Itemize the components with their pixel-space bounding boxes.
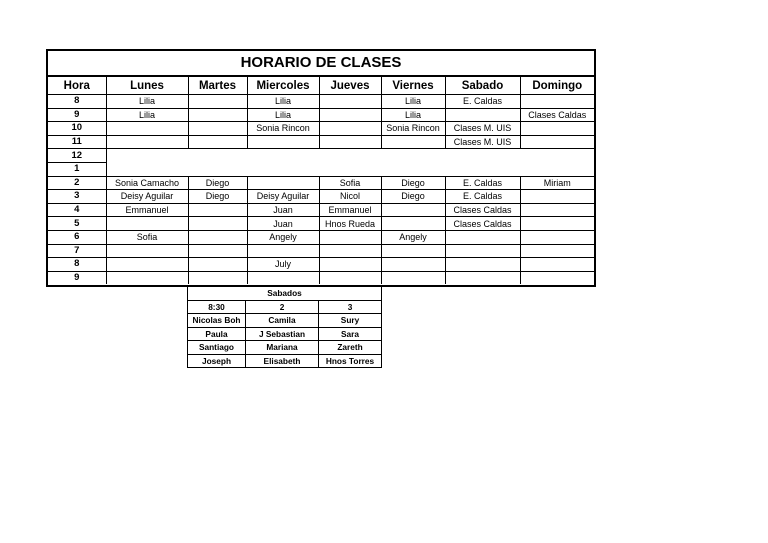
- column-header: Martes: [188, 77, 247, 95]
- schedule-cell: [247, 244, 319, 258]
- schedule-cell: [381, 203, 445, 217]
- schedule-cell: [319, 95, 381, 109]
- schedule-cell: [188, 230, 247, 244]
- saturday-row: [188, 341, 382, 355]
- schedule-cell: [445, 271, 520, 284]
- schedule-cell: Clases M. UIS: [445, 122, 520, 136]
- hour-cell: 4: [48, 203, 106, 217]
- hour-cell: 6: [48, 230, 106, 244]
- schedule-title: HORARIO DE CLASES: [48, 51, 594, 76]
- schedule-cell: [319, 230, 381, 244]
- saturday-cell: Zareth: [319, 341, 382, 355]
- schedule-cell: [445, 258, 520, 272]
- table-row: [48, 95, 594, 109]
- schedule-cell: [247, 271, 319, 284]
- hour-cell: 1: [48, 162, 106, 176]
- schedule-cell: [188, 258, 247, 272]
- schedule-cell: Nicol: [319, 190, 381, 204]
- table-row: [48, 258, 594, 272]
- schedule-cell: [520, 244, 594, 258]
- schedule-cell: Clases Caldas: [445, 217, 520, 231]
- schedule-cell: Miriam: [520, 176, 594, 190]
- schedule-cell: [445, 108, 520, 122]
- saturday-row: [188, 314, 382, 328]
- schedule-cell: Diego: [188, 176, 247, 190]
- column-header: Viernes: [381, 77, 445, 95]
- saturday-cell: Paula: [188, 327, 246, 341]
- schedule-cell: Sonia Camacho: [106, 176, 188, 190]
- saturday-title: Sabados: [188, 287, 382, 301]
- schedule-cell: Diego: [381, 176, 445, 190]
- table-row: [48, 135, 594, 149]
- schedule-cell: [381, 258, 445, 272]
- saturday-cell: Joseph: [188, 354, 246, 368]
- schedule-cell: Lilia: [247, 108, 319, 122]
- table-row: [48, 271, 594, 284]
- schedule-cell: [106, 217, 188, 231]
- schedule-cell: Sofia: [106, 230, 188, 244]
- schedule-cell: [520, 258, 594, 272]
- table-row: [48, 217, 594, 231]
- hour-cell: 9: [48, 108, 106, 122]
- table-row: [48, 203, 594, 217]
- schedule-cell: Deisy Aguilar: [106, 190, 188, 204]
- header-row: [48, 77, 594, 95]
- saturday-cell: Nicolas Boh: [188, 314, 246, 328]
- saturday-cell: Sara: [319, 327, 382, 341]
- schedule-cell: [445, 244, 520, 258]
- schedule-cell: [381, 135, 445, 149]
- schedule-cell: [445, 230, 520, 244]
- column-header: Miercoles: [247, 77, 319, 95]
- schedule-cell: E. Caldas: [445, 190, 520, 204]
- column-header: Lunes: [106, 77, 188, 95]
- schedule-cell: Lilia: [381, 108, 445, 122]
- schedule-cell: [319, 108, 381, 122]
- schedule-cell: Juan: [247, 217, 319, 231]
- saturday-cell: Santiago: [188, 341, 246, 355]
- saturday-row: [188, 327, 382, 341]
- column-header: Hora: [48, 77, 106, 95]
- lunch-break-cell: [106, 149, 594, 176]
- schedule-cell: Sofia: [319, 176, 381, 190]
- schedule-cell: [106, 135, 188, 149]
- column-header: Domingo: [520, 77, 594, 95]
- schedule-cell: [188, 203, 247, 217]
- schedule-cell: [520, 271, 594, 284]
- table-row: [48, 244, 594, 258]
- schedule-cell: Lilia: [247, 95, 319, 109]
- schedule-cell: [520, 230, 594, 244]
- schedule-cell: Clases Caldas: [520, 108, 594, 122]
- schedule-cell: [520, 122, 594, 136]
- schedule-cell: [188, 108, 247, 122]
- column-header: Sabado: [445, 77, 520, 95]
- schedule-cell: Emmanuel: [106, 203, 188, 217]
- hour-cell: 12: [48, 149, 106, 163]
- schedule-table: [46, 49, 596, 287]
- saturday-cell: Elisabeth: [246, 354, 319, 368]
- schedule-cell: [106, 122, 188, 136]
- hour-cell: 8: [48, 258, 106, 272]
- schedule-cell: [520, 203, 594, 217]
- hour-cell: 3: [48, 190, 106, 204]
- schedule-cell: [106, 271, 188, 284]
- schedule-cell: Lilia: [106, 108, 188, 122]
- saturday-cell: Mariana: [246, 341, 319, 355]
- saturday-cell: Sury: [319, 314, 382, 328]
- schedule-cell: [520, 217, 594, 231]
- table-row: [48, 149, 594, 163]
- schedule-cell: Diego: [381, 190, 445, 204]
- schedule-cell: July: [247, 258, 319, 272]
- schedule-cell: [188, 122, 247, 136]
- schedule-cell: [520, 190, 594, 204]
- hour-cell: 7: [48, 244, 106, 258]
- schedule-cell: [188, 217, 247, 231]
- schedule-cell: [188, 244, 247, 258]
- schedule-cell: Lilia: [106, 95, 188, 109]
- schedule-cell: E. Caldas: [445, 176, 520, 190]
- schedule-cell: Angely: [381, 230, 445, 244]
- saturday-cell: Hnos Torres: [319, 354, 382, 368]
- table-row: [48, 122, 594, 136]
- schedule-cell: [381, 217, 445, 231]
- saturday-table: [187, 286, 382, 368]
- schedule-cell: [381, 271, 445, 284]
- schedule-cell: [319, 271, 381, 284]
- hour-cell: 5: [48, 217, 106, 231]
- schedule-cell: Sonia Rincon: [247, 122, 319, 136]
- main-grid: [48, 76, 594, 284]
- schedule-cell: [520, 95, 594, 109]
- schedule-cell: [319, 122, 381, 136]
- hour-cell: 2: [48, 176, 106, 190]
- schedule-cell: [319, 135, 381, 149]
- saturday-time-header: 2: [246, 300, 319, 314]
- schedule-cell: [319, 258, 381, 272]
- saturday-cell: Camila: [246, 314, 319, 328]
- schedule-cell: Juan: [247, 203, 319, 217]
- schedule-cell: Sonia Rincon: [381, 122, 445, 136]
- schedule-cell: [520, 135, 594, 149]
- schedule-cell: [247, 135, 319, 149]
- column-header: Jueves: [319, 77, 381, 95]
- schedule-cell: [319, 244, 381, 258]
- schedule-cell: [247, 176, 319, 190]
- table-row: [48, 190, 594, 204]
- schedule-cell: [106, 258, 188, 272]
- schedule-cell: [381, 244, 445, 258]
- schedule-cell: [188, 135, 247, 149]
- schedule-cell: Hnos Rueda: [319, 217, 381, 231]
- hour-cell: 10: [48, 122, 106, 136]
- schedule-cell: [106, 244, 188, 258]
- schedule-cell: E. Caldas: [445, 95, 520, 109]
- hour-cell: 11: [48, 135, 106, 149]
- saturday-row: [188, 354, 382, 368]
- schedule-cell: Deisy Aguilar: [247, 190, 319, 204]
- hour-cell: 8: [48, 95, 106, 109]
- saturday-time-header: 3: [319, 300, 382, 314]
- table-row: [48, 108, 594, 122]
- schedule-cell: Lilia: [381, 95, 445, 109]
- table-row: [48, 176, 594, 190]
- schedule-cell: [188, 271, 247, 284]
- schedule-cell: Angely: [247, 230, 319, 244]
- schedule-cell: Diego: [188, 190, 247, 204]
- schedule-cell: Clases Caldas: [445, 203, 520, 217]
- table-row: [48, 230, 594, 244]
- saturday-time-header: 8:30: [188, 300, 246, 314]
- hour-cell: 9: [48, 271, 106, 284]
- schedule-cell: Emmanuel: [319, 203, 381, 217]
- saturday-cell: J Sebastian: [246, 327, 319, 341]
- schedule-cell: Clases M. UIS: [445, 135, 520, 149]
- schedule-cell: [188, 95, 247, 109]
